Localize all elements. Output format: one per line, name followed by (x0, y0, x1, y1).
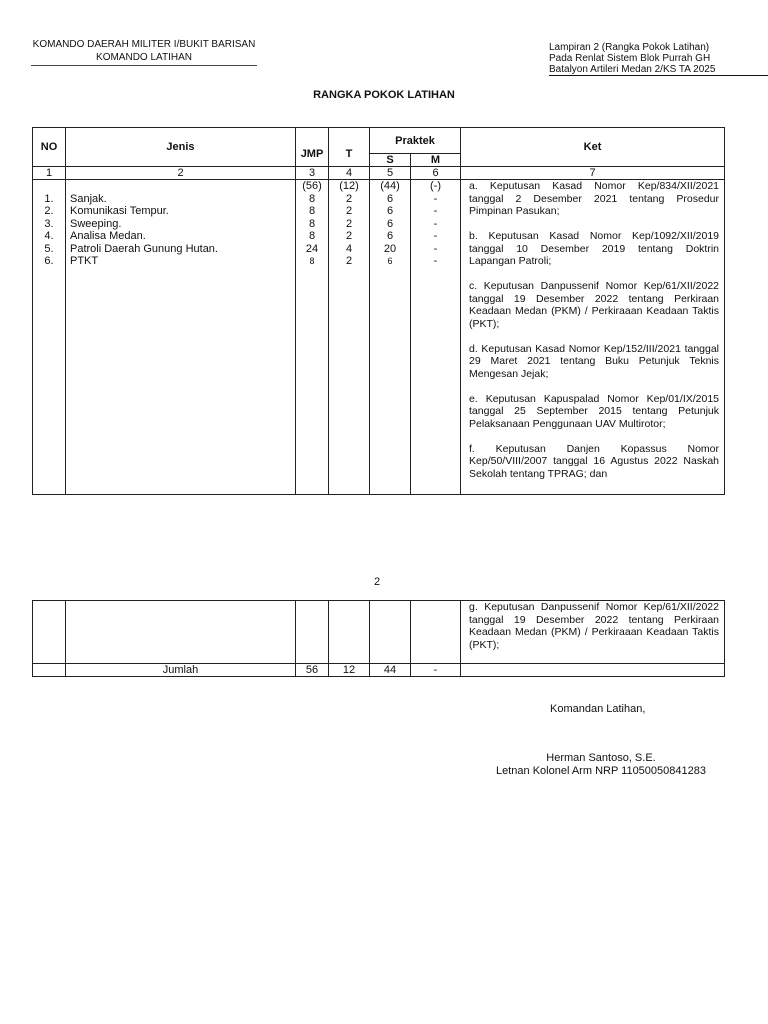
row-jmp: 8 (308, 205, 316, 217)
row-no: 5. (44, 242, 54, 255)
header-no: NO (33, 128, 66, 167)
row-no: 4. (44, 230, 54, 242)
header-praktek: Praktek (370, 128, 461, 154)
column-number-row (33, 167, 725, 180)
signature-name: Herman Santoso, S.E. (546, 752, 656, 764)
rangka-table-continued (32, 600, 725, 677)
s-column (370, 180, 411, 495)
row-s: 6 (386, 192, 394, 205)
col-number: 6 (411, 167, 461, 180)
org-line-1: KOMANDO DAERAH MILITER I/BUKIT BARISAN (32, 39, 256, 50)
jmp-total: (56) (302, 180, 322, 192)
jumlah-m: - (411, 664, 461, 677)
header-jmp: JMP (296, 128, 329, 167)
row-jenis: Sweeping. (70, 217, 122, 230)
header-jenis: Jenis (66, 128, 296, 167)
t-column (329, 180, 370, 495)
row-m: - (433, 205, 438, 217)
ket-item: c. Keputusan Danpussenif Nomor Kep/61/XII/2022 tanggal 19 Desember 2022 tentang Perkiraan Keadaan Medan (PKM) / Perkiraaan Keadaan Taktis (PKT); (469, 280, 720, 330)
row-m: - (433, 230, 438, 242)
ket-item: a. Keputusan Kasad Nomor Kep/834/XII/2021 tanggal 2 Desember 2021 tentang Prosedur Pimpinan Pasukan; (469, 180, 720, 217)
col-number: 2 (66, 167, 296, 180)
header-t: T (329, 128, 370, 167)
signature-role: Komandan Latihan, (550, 703, 646, 715)
row-s: 6 (386, 217, 394, 230)
lampiran-line-3: Batalyon Artileri Medan 2/KS TA 2025 (549, 64, 768, 76)
row-t: 2 (345, 205, 353, 217)
row-no: 3. (44, 217, 54, 230)
row-s: 6 (387, 256, 393, 266)
row-jenis: Komunikasi Tempur. (70, 205, 169, 217)
jumlah-s: 44 (370, 664, 411, 677)
m-total: (-) (430, 180, 441, 192)
rangka-table (32, 127, 725, 495)
header-ket: Ket (461, 128, 725, 167)
no-column (33, 180, 66, 495)
ket-column (461, 180, 725, 495)
row-t: 4 (345, 242, 353, 255)
lampiran-block (549, 42, 768, 76)
jumlah-jmp: 56 (296, 664, 329, 677)
jmp-column (296, 180, 329, 495)
org-header (31, 38, 257, 66)
signature-block (491, 752, 711, 778)
org-underline (31, 65, 257, 66)
t-total: (12) (339, 180, 359, 192)
row-no: 1. (44, 192, 54, 205)
page-number: 2 (373, 576, 381, 588)
row-jenis: Analisa Medan. (70, 230, 146, 242)
ket-item: e. Keputusan Kapuspalad Nomor Kep/01/IX/2015 tanggal 25 September 2015 tentang Petunjuk Pelaksanaan Penggunaan UAV Multirotor; (469, 392, 720, 430)
jumlah-row (33, 664, 725, 677)
row-jmp: 8 (308, 192, 316, 205)
row-m: - (433, 255, 438, 267)
row-t: 2 (345, 192, 353, 205)
org-line-2: KOMANDO LATIHAN (96, 52, 192, 63)
row-t: 2 (345, 255, 353, 267)
signature-rank: Letnan Kolonel Arm NRP 11050050841283 (496, 765, 706, 777)
row-no: 2. (44, 205, 54, 217)
row-m: - (433, 217, 438, 230)
table-row (33, 601, 725, 664)
document-title: RANGKA POKOK LATIHAN (313, 89, 455, 101)
jumlah-label: Jumlah (66, 664, 296, 677)
ket-item: d. Keputusan Kasad Nomor Kep/152/III/2021 tanggal 29 Maret 2021 tentang Buku Petunjuk Teknis Mengesan Jejak; (469, 342, 720, 380)
row-jmp: 8 (309, 256, 315, 266)
row-m: - (433, 242, 438, 255)
jumlah-t: 12 (329, 664, 370, 677)
row-no: 6. (44, 255, 54, 267)
row-t: 2 (345, 230, 353, 242)
row-s: 20 (383, 242, 397, 255)
ket-item: b. Keputusan Kasad Nomor Kep/1092/XII/2019 tanggal 10 Desember 2019 tentang Doktrin Lapangan Patroli; (469, 230, 720, 267)
m-column (411, 180, 461, 495)
ket-item: f. Keputusan Danjen Kopassus Nomor Kep/50/VIII/2007 tanggal 16 Agustus 2022 Naskah Sekolah tentang TPRAG; dan (469, 442, 720, 480)
col-number: 4 (329, 167, 370, 180)
jenis-column (66, 180, 296, 495)
header-m: M (411, 154, 461, 167)
lampiran-line-2: Pada Renlat Sistem Blok Purrah GH (549, 53, 711, 64)
col-number: 7 (461, 167, 725, 180)
row-s: 6 (386, 205, 394, 217)
row-s: 6 (386, 230, 394, 242)
lampiran-line-1: Lampiran 2 (Rangka Pokok Latihan) (549, 42, 710, 53)
row-jmp: 24 (305, 242, 319, 255)
s-total: (44) (380, 180, 400, 192)
row-jmp: 8 (308, 217, 316, 230)
ket-item: g. Keputusan Danpussenif Nomor Kep/61/XII/2022 tanggal 19 Desember 2022 tentang Perkiraan Keadaan Medan (PKM) / Perkiraaan Keadaan Taktis (PKT); (461, 601, 725, 664)
row-jenis: Patroli Daerah Gunung Hutan. (70, 242, 218, 255)
row-jenis: PTKT (70, 255, 99, 267)
col-number: 1 (33, 167, 66, 180)
col-number: 3 (296, 167, 329, 180)
row-t: 2 (345, 217, 353, 230)
table-row (33, 180, 725, 495)
row-m: - (433, 192, 438, 205)
col-number: 5 (370, 167, 411, 180)
header-s: S (370, 154, 411, 167)
row-jenis: Sanjak. (70, 192, 107, 205)
row-jmp: 8 (308, 230, 316, 242)
